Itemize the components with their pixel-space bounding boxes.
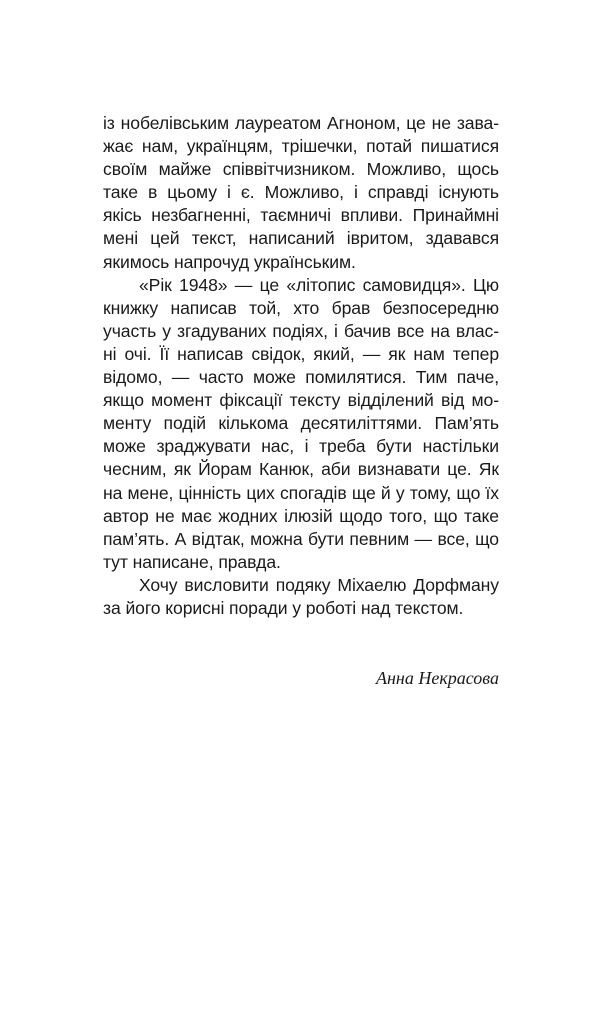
text-line: за його корисні поради у роботі над текстом. — [103, 597, 464, 618]
text-line: книжку написав той, хто брав безпосередню — [103, 297, 499, 318]
text-line: своїм майже співвітчизником. Можливо, щось — [103, 159, 499, 180]
text-line: на мене, цінність цих спогадів ще й у тому, що їх — [103, 482, 499, 503]
text-line: «Рік 1948» — це «літопис самовидця». Цю — [139, 274, 499, 295]
text-line: може зраджувати нас, і треба бути настільки — [103, 436, 499, 457]
text-line: якщо момент фіксації тексту відділений від мо- — [103, 390, 499, 411]
text-line: мені цей текст, написаний івритом, здавався — [103, 228, 499, 249]
author-signature: Анна Некрасова — [376, 668, 499, 688]
text-line: тут написане, правда. — [103, 551, 281, 572]
body-text — [103, 112, 499, 620]
text-line: менту подій кількома десятиліттями. Пам’ять — [103, 413, 499, 434]
text-line: чесним, як Йорам Канюк, аби визнавати це. Як — [103, 459, 499, 480]
text-line: таке в цьому і є. Можливо, і справді існують — [103, 182, 499, 203]
text-line: якимось напрочуд українським. — [103, 251, 356, 272]
text-line: із нобелівським лауреатом Агноном, це не зава- — [103, 113, 499, 133]
text-line: якісь незбагненні, таємничі впливи. Принаймні — [103, 205, 499, 226]
paragraph — [103, 574, 499, 620]
text-line: пам’ять. А відтак, можна бути певним — все, що — [103, 528, 499, 549]
text-line: участь у згадуваних подіях, і бачив все на влас- — [103, 320, 499, 341]
text-line: ні очі. Її написав свідок, який, — як нам тепер — [103, 343, 499, 364]
paragraph — [103, 112, 499, 274]
text-line: жає нам, українцям, трішечки, потай пишатися — [103, 136, 499, 157]
text-line: Хочу висловити подяку Міхаелю Дорфману — [139, 574, 499, 595]
text-line: відомо, — часто може помилятися. Тим паче, — [103, 367, 499, 388]
paragraph — [103, 274, 499, 574]
text-line: автор не має жодних ілюзій щодо того, що таке — [103, 505, 499, 526]
